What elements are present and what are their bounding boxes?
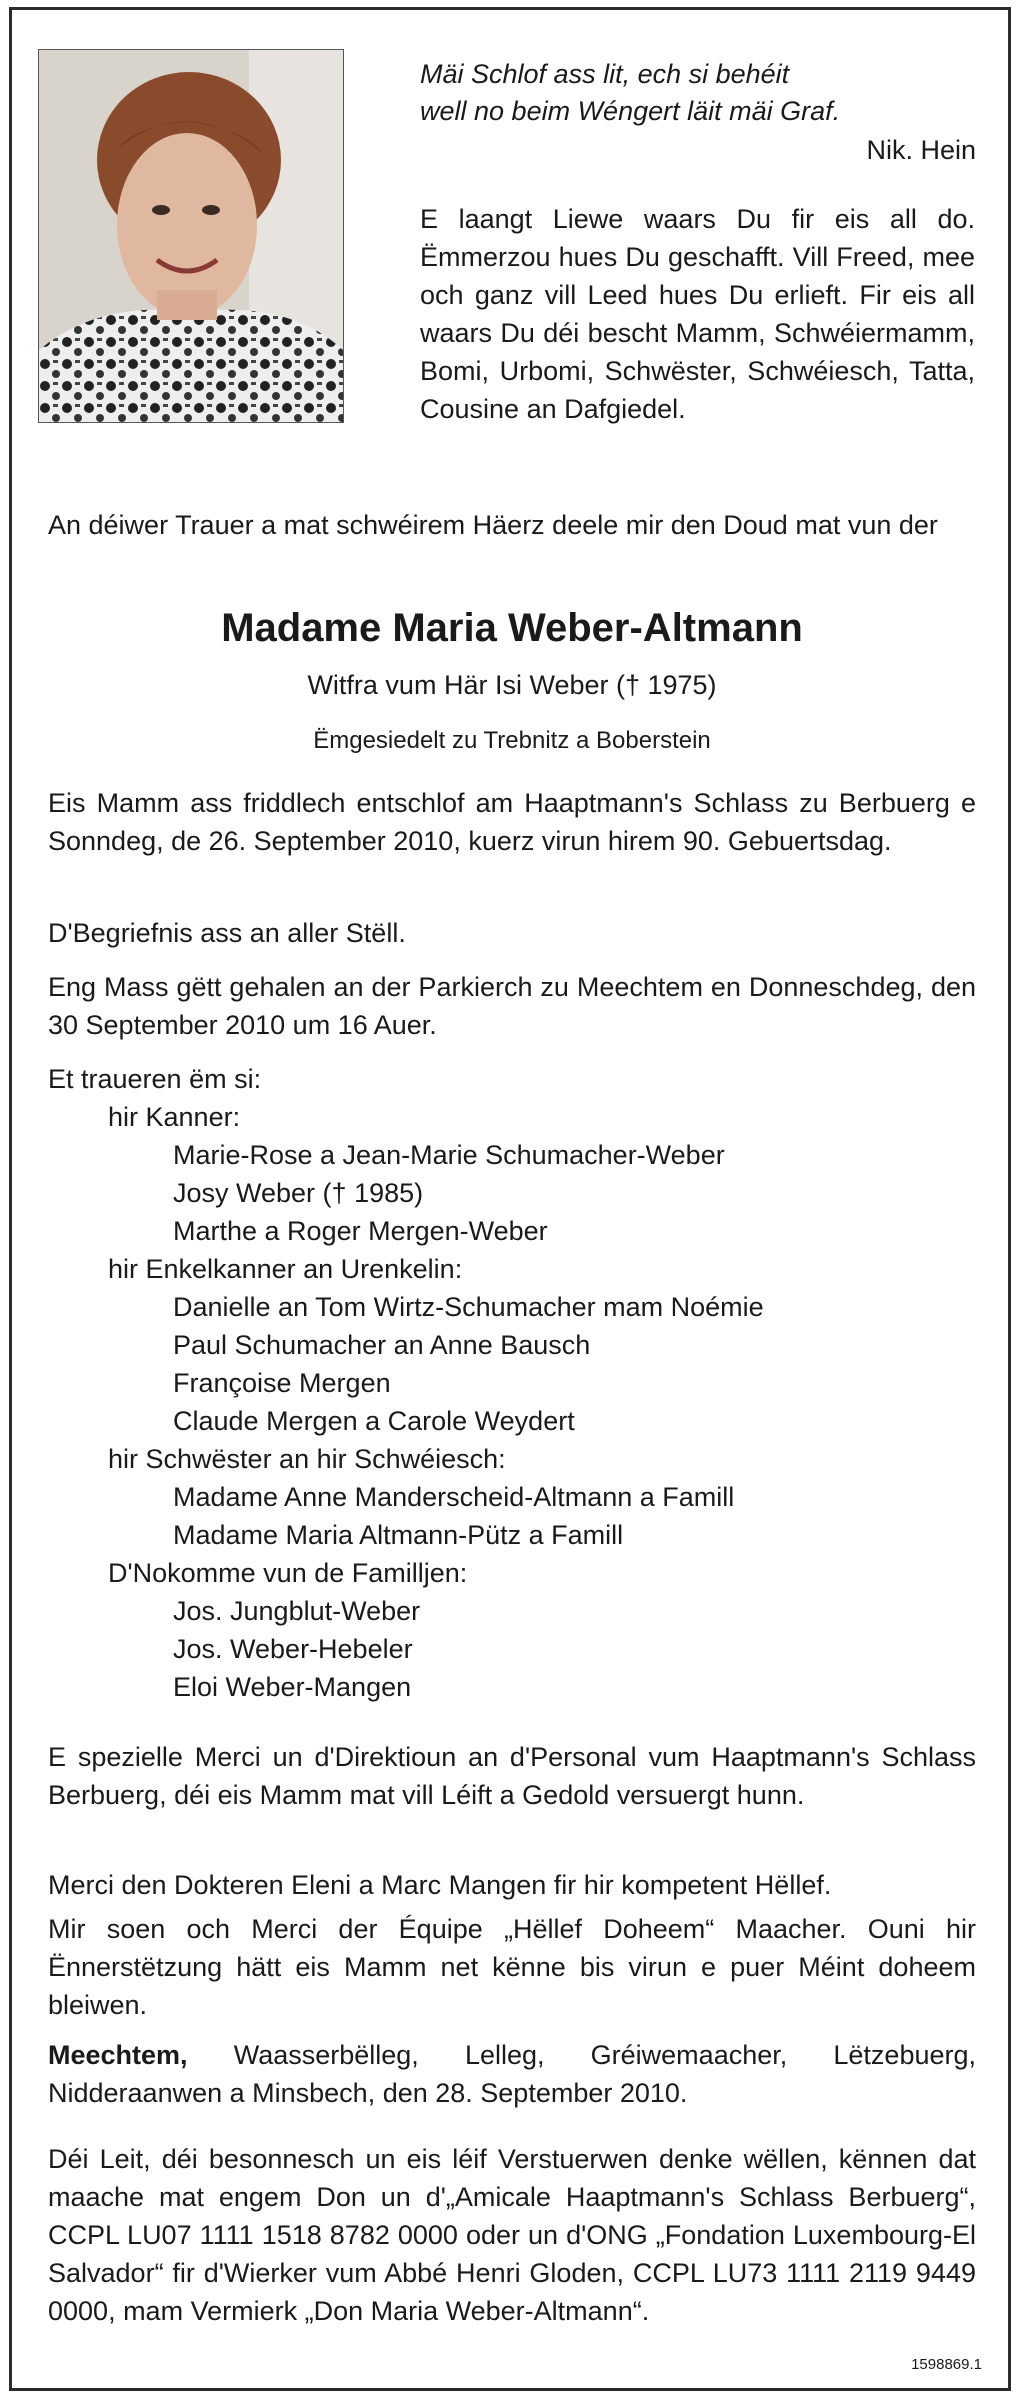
portrait-photo bbox=[38, 49, 344, 423]
mourner-name: Jos. Weber-Hebeler bbox=[173, 1634, 413, 1664]
mourner-name: Eloi Weber-Mangen bbox=[173, 1672, 412, 1702]
mourners-section bbox=[48, 1060, 976, 1706]
quote-line-2: well no beim Wéngert läit mäi Graf. bbox=[420, 96, 841, 126]
mourners-intro: Et traueren ëm si: bbox=[48, 1064, 262, 1094]
place-town: Meechtem, bbox=[48, 2040, 188, 2070]
mourner-group-title: hir Schwëster an hir Schwéiesch: bbox=[108, 1444, 506, 1474]
intro-paragraph: E laangt Liewe waars Du fir eis all do. Ëmmerzou hues Du geschafft. Vill Freed, mee och ganz vill Leed hues Du erlieft. Fir eis all waars Du déi bescht Mamm, Schwéiermamm, Bomi, Urbomi, Schwëster, Schwéiesch, Tatta, Cousine an Dafgiedel. bbox=[420, 204, 975, 424]
mourner-group-title: hir Enkelkanner an Urenkelin: bbox=[108, 1254, 463, 1284]
mourner-name: Josy Weber († 1985) bbox=[173, 1178, 424, 1208]
quote bbox=[420, 56, 980, 130]
mourner-name: Marthe a Roger Mergen-Weber bbox=[173, 1216, 548, 1246]
mourner-name: Jos. Jungblut-Weber bbox=[173, 1596, 421, 1626]
widow-of-line: Witfra vum Här Isi Weber († 1975) bbox=[307, 670, 717, 700]
quote-line-1: Mäi Schlof ass lit, ech si behéit bbox=[420, 59, 790, 89]
mourner-group bbox=[48, 1440, 976, 1554]
death-paragraph: Eis Mamm ass friddlech entschlof am Haaptmann's Schlass zu Berbuerg e Sonndeg, de 26. September 2010, kuerz virun hirem 90. Gebuertsdag. bbox=[48, 788, 976, 856]
mourner-name: Madame Maria Altmann-Pütz a Famill bbox=[173, 1520, 624, 1550]
announcement-text: An déiwer Trauer a mat schwéirem Häerz deele mir den Doud mat vun der bbox=[48, 510, 938, 540]
mourner-name: Claude Mergen a Carole Weydert bbox=[173, 1406, 575, 1436]
thanks-paragraph-1: E spezielle Merci un d'Direktioun an d'Personal vum Haaptmann's Schlass Berbuerg, déi eis Mamm mat vill Léift a Gedold versuergt hunn. bbox=[48, 1742, 976, 1810]
reference-number: 1598869.1 bbox=[911, 2356, 982, 2373]
thanks-paragraph-2: Merci den Dokteren Eleni a Marc Mangen fir hir kompetent Hëllef. bbox=[48, 1870, 832, 1900]
place-rest: Waasserbëlleg, Lelleg, Gréiwemaacher, Lëtzebuerg, Nidderaanwen a Minsbech, den 28. September 2010. bbox=[48, 2040, 976, 2108]
mourner-name: Danielle an Tom Wirtz-Schumacher mam Noémie bbox=[173, 1292, 764, 1322]
mourner-group bbox=[48, 1250, 976, 1440]
origin-line: Ëmgesiedelt zu Trebnitz a Boberstein bbox=[313, 727, 711, 754]
deceased-name: Madame Maria Weber-Altmann bbox=[221, 606, 803, 650]
place-date-paragraph bbox=[48, 2036, 976, 2112]
mourner-group-title: hir Kanner: bbox=[108, 1102, 241, 1132]
mass-paragraph: Eng Mass gëtt gehalen an der Parkierch zu Meechtem en Donneschdeg, den 30 September 2010 um 16 Auer. bbox=[48, 972, 976, 1040]
mourner-name: Françoise Mergen bbox=[173, 1368, 391, 1398]
funeral-line: D'Begriefnis ass an aller Stëll. bbox=[48, 918, 406, 948]
mourner-group-title: D'Nokomme vun de Familljen: bbox=[108, 1558, 468, 1588]
mourner-name: Paul Schumacher an Anne Bausch bbox=[173, 1330, 591, 1360]
quote-author: Nik. Hein bbox=[866, 135, 976, 165]
mourner-name: Marie-Rose a Jean-Marie Schumacher-Weber bbox=[173, 1140, 725, 1170]
mourner-group bbox=[48, 1554, 976, 1706]
mourner-name: Madame Anne Manderscheid-Altmann a Famill bbox=[173, 1482, 735, 1512]
thanks-paragraph-3: Mir soen och Merci der Équipe „Hëllef Doheem“ Maacher. Ouni hir Ënnerstëtzung hätt eis Mamm net kënne bis virun e puer Méint doheem bleiwen. bbox=[48, 1914, 976, 2020]
mourner-group bbox=[48, 1098, 976, 1250]
donation-paragraph: Déi Leit, déi besonnesch un eis léif Verstuerwen denke wëllen, kënnen dat maache mat engem Don un d'„Amicale Haaptmann's Schlass Berbuerg“, CCPL LU07 1111 1518 8782 0000 oder un d'ONG „Fondation Luxembourg-El Salvador“ fir d'Wierker vum Abbé Henri Gloden, CCPL LU73 1111 2119 9449 0000, mam Vermierk „Don Maria Weber-Altmann“. bbox=[48, 2144, 976, 2326]
